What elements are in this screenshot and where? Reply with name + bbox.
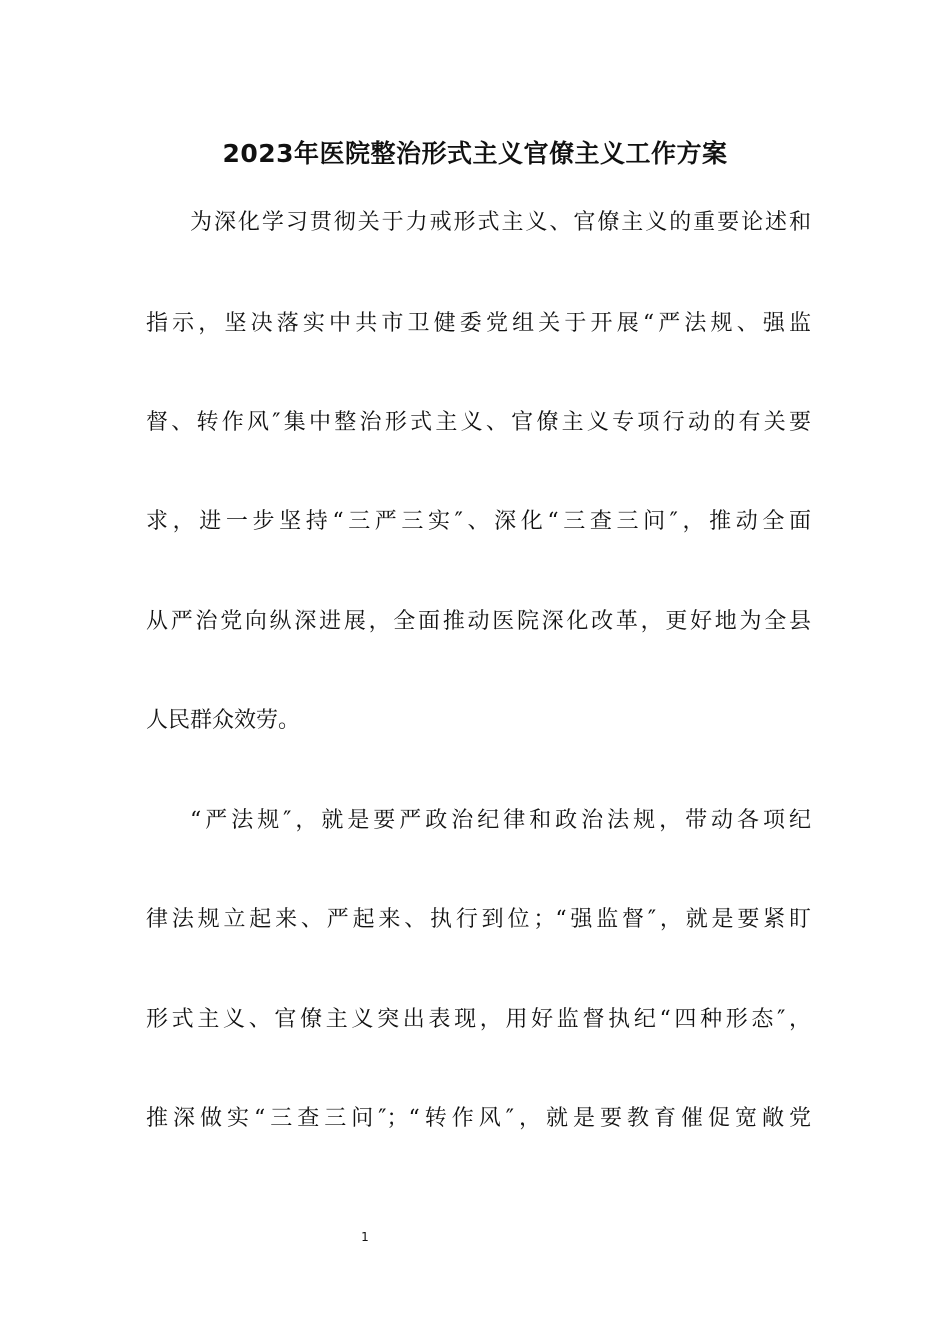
paragraph-2-line-2: 律法规立起来、严起来、执行到位；“强监督″，就是要紧盯 (146, 907, 811, 932)
paragraph-1-line-2: 指示，坚决落实中共市卫健委党组关于开展“严法规、强监 (146, 311, 811, 336)
page-number: 1 (361, 1230, 369, 1244)
paragraph-1-line-6: 人民群众效劳。 (146, 708, 301, 733)
paragraph-1-line-4: 求，进一步坚持“三严三实″、深化“三查三问″，推动全面 (146, 509, 811, 534)
paragraph-1-line-3: 督、转作风″集中整治形式主义、官僚主义专项行动的有关要 (146, 410, 811, 435)
paragraph-2-line-1: “严法规″，就是要严政治纪律和政治法规，带动各项纪 (190, 808, 811, 833)
paragraph-1-line-1: 为深化学习贯彻关于力戒形式主义、官僚主义的重要论述和 (190, 210, 811, 235)
paragraph-1-line-5: 从严治党向纵深进展，全面推动医院深化改革，更好地为全县 (146, 609, 811, 634)
paragraph-2-line-3: 形式主义、官僚主义突出表现，用好监督执纪“四种形态″， (146, 1007, 811, 1032)
document-title: 2023年医院整治形式主义官僚主义工作方案 (222, 139, 728, 168)
paragraph-2-line-4: 推深做实“三查三问″；“转作风″，就是要教育催促宽敞党 (146, 1106, 811, 1131)
